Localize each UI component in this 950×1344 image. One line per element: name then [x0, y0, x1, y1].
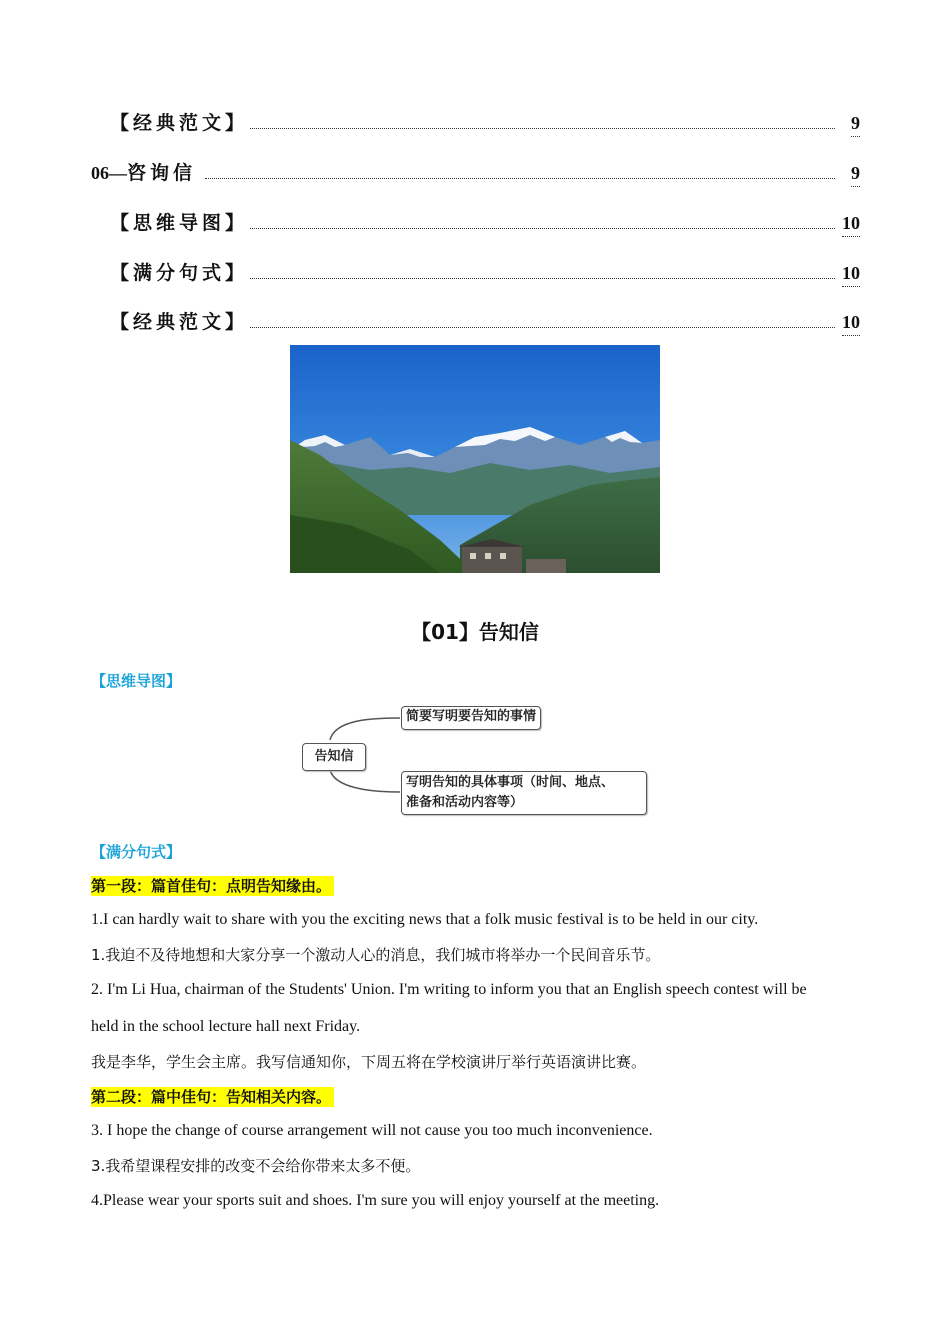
- mind-map-branch: 简要写明要告知的事情: [401, 706, 541, 730]
- sentence-cn: 3.我希望课程安排的改变不会给你带来太多不便。: [91, 1157, 421, 1175]
- toc-page: 10: [842, 309, 860, 336]
- toc-page: 10: [842, 210, 860, 237]
- mind-map-center: 告知信: [302, 743, 366, 771]
- sentence-cn: 我是李华，学生会主席。我写信通知你，下周五将在学校演讲厅举行英语演讲比赛。: [91, 1053, 647, 1071]
- sentence-en: 4.Please wear your sports suit and shoes. I'm sure you will enjoy yourself at the meeting.: [91, 1192, 660, 1209]
- toc-entry[interactable]: [0, 309, 950, 339]
- mind-map-branch-line: 写明告知的具体事项（时间、地点、: [406, 775, 615, 790]
- sentence-en: held in the school lecture hall next Friday.: [91, 1018, 361, 1035]
- toc-page: 9: [851, 110, 860, 137]
- mind-map-branch-line: 准备和活动内容等）: [406, 795, 524, 810]
- mind-map-heading: 【思维导图】: [91, 672, 182, 690]
- toc-leader: [250, 128, 835, 129]
- paragraph-heading: 第二段：篇中佳句：告知相关内容。: [91, 1087, 334, 1107]
- sentences-heading: 【满分句式】: [91, 843, 182, 861]
- mountain-photo: [290, 345, 660, 573]
- toc-leader: [205, 178, 835, 179]
- paragraph-heading: 第一段：篇首佳句：点明告知缘由。: [91, 876, 334, 896]
- toc-label: 【经典范文】: [110, 112, 249, 134]
- toc-leader: [250, 278, 835, 279]
- toc-page: 9: [851, 160, 860, 187]
- sentence-en: 2. I'm Li Hua, chairman of the Students' Union. I'm writing to inform you that an English speech contest will be: [91, 981, 807, 998]
- mind-map-branch: [401, 771, 647, 815]
- toc-label: 【思维导图】: [110, 212, 249, 234]
- toc-entry[interactable]: [0, 260, 950, 290]
- toc-entry[interactable]: [0, 210, 950, 240]
- toc-leader: [250, 228, 835, 229]
- toc-entry[interactable]: [0, 110, 950, 140]
- sentence-en: 1.I can hardly wait to share with you the exciting news that a folk music festival is to be held in our city.: [91, 911, 759, 928]
- toc-label: 06—咨询信: [91, 162, 197, 184]
- section-title: 【01】告知信: [411, 620, 539, 644]
- toc-label: 【经典范文】: [110, 311, 249, 333]
- sentence-en: 3. I hope the change of course arrangement will not cause you too much inconvenience.: [91, 1122, 653, 1139]
- mind-map: [290, 700, 660, 825]
- toc-leader: [250, 327, 835, 328]
- toc-entry[interactable]: [0, 160, 950, 190]
- sentence-cn: 1.我迫不及待地想和大家分享一个激动人心的消息，我们城市将举办一个民间音乐节。: [91, 946, 661, 964]
- toc-label: 【满分句式】: [110, 262, 249, 284]
- toc-page: 10: [842, 260, 860, 287]
